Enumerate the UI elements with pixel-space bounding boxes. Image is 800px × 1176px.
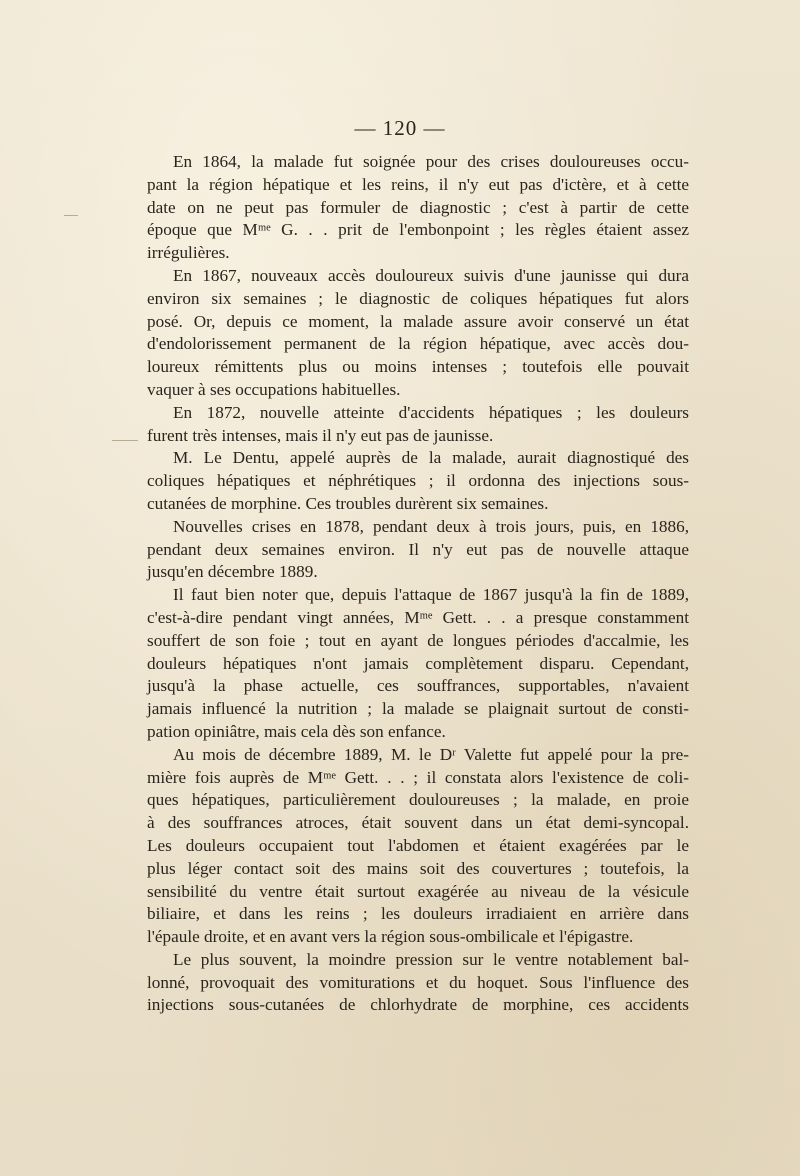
text-line: d'endolorissement permanent de la région hépatique, avec accès dou- <box>147 334 689 354</box>
text-line: En 1872, nouvelle atteinte d'accidents hépatiques ; les douleurs <box>173 402 689 422</box>
text-line: environ six semaines ; le diagnostic de coliques hépatiques fut alors <box>147 288 689 308</box>
text-line: souffert de son foie ; tout en ayant de longues périodes d'accalmie, les <box>147 630 689 650</box>
text-line: biliaire, et dans les reins ; les douleurs irradiaient en arrière dans <box>147 904 689 924</box>
body-text <box>147 151 689 1017</box>
text-line: injections sous-cutanées de chlorhydrate de morphine, ces accidents <box>147 995 689 1015</box>
text-line: jusqu'en décembre 1889. <box>147 562 318 582</box>
paragraph <box>147 516 689 584</box>
text-line: pendant deux semaines environ. Il n'y eut pas de nouvelle attaque <box>147 539 689 559</box>
text-line: M. Le Dentu, appelé auprès de la malade, aurait diagnostiqué des <box>173 448 689 468</box>
text-line: Il faut bien noter que, depuis l'attaque de 1867 jusqu'à la fin de 1889, <box>173 585 689 605</box>
text-line: c'est-à-dire pendant vingt années, Mᵐᵉ Gett. . . a presque constamment <box>147 607 689 627</box>
text-line: coliques hépatiques et néphrétiques ; il ordonna des injections sous- <box>147 471 689 491</box>
text-line: douleurs hépatiques n'ont jamais complètement disparu. Cependant, <box>147 653 689 673</box>
text-line: Au mois de décembre 1889, M. le Dʳ Valette fut appelé pour la pre- <box>173 744 689 764</box>
text-line: mière fois auprès de Mᵐᵉ Gett. . . ; il constata alors l'existence de coli- <box>147 767 689 787</box>
text-line: à des souffrances atroces, était souvent dans un état demi-syncopal. <box>147 813 689 833</box>
text-line: En 1864, la malade fut soignée pour des crises douloureuses occu- <box>173 152 689 171</box>
page-number: — 120 — <box>354 116 446 140</box>
text-line: pant la région hépatique et les reins, il n'y eut pas d'ictère, et à cette <box>147 174 689 194</box>
text-line: posé. Or, depuis ce moment, la malade assure avoir conservé un état <box>147 311 689 331</box>
text-line: Nouvelles crises en 1878, pendant deux à trois jours, puis, en 1886, <box>173 516 689 536</box>
text-line: loureux rémittents plus ou moins intenses ; toutefois elle pouvait <box>147 357 689 377</box>
paragraph <box>147 402 689 448</box>
text-line: époque que Mᵐᵉ G. . . prit de l'embonpoint ; les règles étaient assez <box>147 220 689 240</box>
text-line: jusqu'à la phase actuelle, ces souffrances, supportables, n'avaient <box>147 676 689 696</box>
text-line: Le plus souvent, la moindre pression sur le ventre notablement bal- <box>173 949 689 969</box>
text-line: cutanées de morphine. Ces troubles durèrent six semaines. <box>147 493 549 513</box>
text-line: sensibilité du ventre était surtout exagérée au niveau de la vésicule <box>147 881 689 901</box>
paragraph <box>147 949 689 1017</box>
text-line: date on ne peut pas formuler de diagnostic ; c'est à partir de cette <box>147 197 689 217</box>
margin-mark <box>112 440 138 441</box>
paragraph <box>147 447 689 515</box>
text-line: jamais influencé la nutrition ; la malade se plaignait surtout de consti- <box>147 699 689 719</box>
paragraph <box>147 151 689 265</box>
text-line: Les douleurs occupaient tout l'abdomen et étaient exagérées par le <box>147 835 689 855</box>
text-line: ques hépatiques, particulièrement douloureuses ; la malade, en proie <box>147 790 689 810</box>
text-line: lonné, provoquait des vomiturations et du hoquet. Sous l'influence des <box>147 972 689 992</box>
text-line: vaquer à ses occupations habituelles. <box>147 379 401 399</box>
paragraph <box>147 265 689 402</box>
text-line: plus léger contact soit des mains soit des couvertures ; toutefois, la <box>147 858 689 878</box>
paragraph <box>147 584 689 744</box>
text-line: l'épaule droite, et en avant vers la région sous-ombilicale et l'épigastre. <box>147 927 634 947</box>
margin-mark <box>64 215 78 216</box>
paragraph <box>147 744 689 949</box>
text-line: irrégulières. <box>147 243 230 263</box>
text-line: En 1867, nouveaux accès douloureux suivis d'une jaunisse qui dura <box>173 265 689 285</box>
text-line: pation opiniâtre, mais cela dès son enfance. <box>147 721 446 741</box>
text-line: furent très intenses, mais il n'y eut pas de jaunisse. <box>147 425 494 445</box>
